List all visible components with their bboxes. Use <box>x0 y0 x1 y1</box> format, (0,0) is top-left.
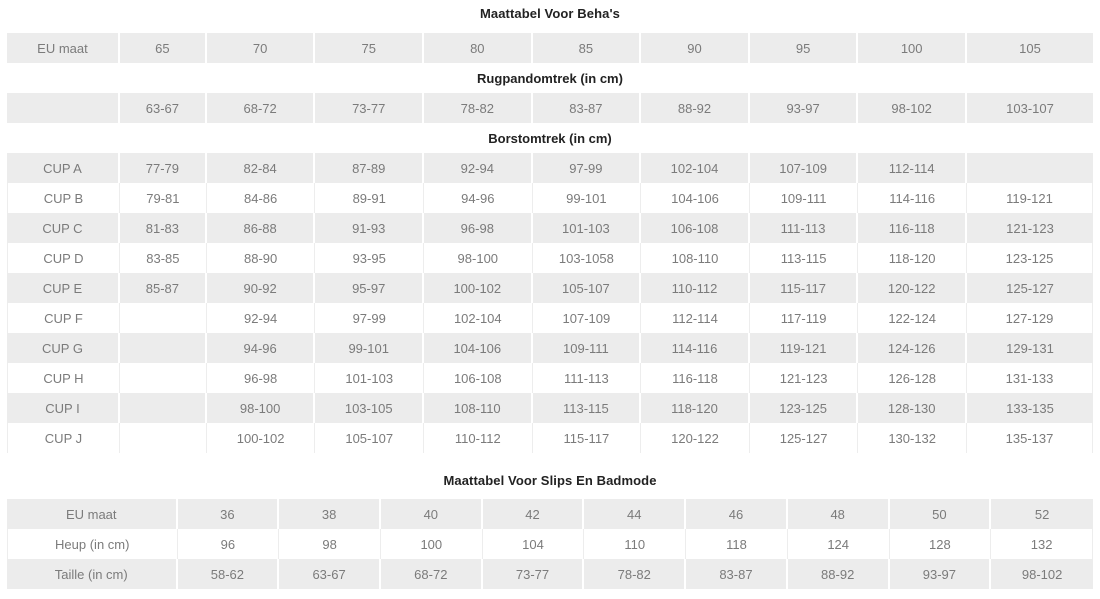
value-cell: 73-77 <box>315 93 424 123</box>
value-cell: 128-130 <box>858 393 967 423</box>
row-label-cell: EU maat <box>7 499 178 529</box>
bra-table-body <box>7 33 1093 453</box>
value-cell: 84-86 <box>207 183 316 213</box>
value-cell: 52 <box>991 499 1093 529</box>
value-cell <box>120 423 207 453</box>
value-cell: 79-81 <box>120 183 207 213</box>
row-label-cell: CUP C <box>7 213 120 243</box>
value-cell: 101-103 <box>315 363 424 393</box>
value-cell: 118-120 <box>641 393 750 423</box>
value-cell: 103-1058 <box>533 243 642 273</box>
value-cell: 94-96 <box>424 183 533 213</box>
section-heading: Borstomtrek (in cm) <box>7 123 1093 153</box>
value-cell: 42 <box>483 499 585 529</box>
value-cell: 114-116 <box>641 333 750 363</box>
value-cell: 97-99 <box>315 303 424 333</box>
value-cell: 109-111 <box>533 333 642 363</box>
size-header-cell: 105 <box>967 33 1093 63</box>
value-cell: 117-119 <box>750 303 859 333</box>
value-cell: 98 <box>279 529 381 559</box>
slip-table-body <box>7 499 1093 589</box>
value-cell: 113-115 <box>533 393 642 423</box>
row-label-cell: CUP I <box>7 393 120 423</box>
value-cell: 102-104 <box>641 153 750 183</box>
value-cell: 115-117 <box>750 273 859 303</box>
value-cell: 124 <box>788 529 890 559</box>
value-cell: 38 <box>279 499 381 529</box>
value-cell: 121-123 <box>967 213 1093 243</box>
value-cell: 119-121 <box>750 333 859 363</box>
value-cell: 93-97 <box>750 93 859 123</box>
value-cell <box>120 333 207 363</box>
value-cell: 46 <box>686 499 788 529</box>
value-cell: 103-107 <box>967 93 1093 123</box>
data-row <box>7 499 1093 529</box>
value-cell: 88-90 <box>207 243 316 273</box>
value-cell: 85-87 <box>120 273 207 303</box>
size-header-cell: 70 <box>207 33 316 63</box>
value-cell: 107-109 <box>533 303 642 333</box>
value-cell: 133-135 <box>967 393 1093 423</box>
data-row <box>7 183 1093 213</box>
value-cell: 87-89 <box>315 153 424 183</box>
value-cell: 106-108 <box>424 363 533 393</box>
value-cell: 108-110 <box>424 393 533 423</box>
value-cell: 96-98 <box>207 363 316 393</box>
row-label-cell: Heup (in cm) <box>7 529 178 559</box>
value-cell <box>967 153 1093 183</box>
value-cell: 124-126 <box>858 333 967 363</box>
value-cell: 129-131 <box>967 333 1093 363</box>
value-cell: 123-125 <box>967 243 1093 273</box>
value-cell: 104-106 <box>641 183 750 213</box>
value-cell: 68-72 <box>207 93 316 123</box>
value-cell: 93-95 <box>315 243 424 273</box>
value-cell: 73-77 <box>483 559 585 589</box>
value-cell: 89-91 <box>315 183 424 213</box>
value-cell: 103-105 <box>315 393 424 423</box>
size-header-cell: 65 <box>120 33 207 63</box>
size-header-cell: 85 <box>533 33 642 63</box>
value-cell: 128 <box>890 529 992 559</box>
value-cell: 98-100 <box>424 243 533 273</box>
value-cell: 82-84 <box>207 153 316 183</box>
row-label-cell: Taille (in cm) <box>7 559 178 589</box>
slip-table-title: Maattabel Voor Slips En Badmode <box>443 473 657 488</box>
row-label-cell: CUP H <box>7 363 120 393</box>
value-cell: 120-122 <box>641 423 750 453</box>
value-cell: 104 <box>483 529 585 559</box>
data-row <box>7 393 1093 423</box>
value-cell <box>120 393 207 423</box>
value-cell: 108-110 <box>641 243 750 273</box>
bra-size-table <box>7 33 1093 453</box>
size-header-cell: 90 <box>641 33 750 63</box>
row-label-cell: EU maat <box>7 33 120 63</box>
value-cell: 96 <box>178 529 280 559</box>
value-cell: 111-113 <box>533 363 642 393</box>
value-cell: 118 <box>686 529 788 559</box>
value-cell: 115-117 <box>533 423 642 453</box>
value-cell: 63-67 <box>279 559 381 589</box>
value-cell: 81-83 <box>120 213 207 243</box>
value-cell: 110-112 <box>424 423 533 453</box>
value-cell: 102-104 <box>424 303 533 333</box>
value-cell: 98-102 <box>858 93 967 123</box>
value-cell: 36 <box>178 499 280 529</box>
data-row <box>7 93 1093 123</box>
data-row <box>7 243 1093 273</box>
value-cell: 126-128 <box>858 363 967 393</box>
value-cell: 40 <box>381 499 483 529</box>
value-cell <box>120 303 207 333</box>
row-label-cell: CUP J <box>7 423 120 453</box>
value-cell: 118-120 <box>858 243 967 273</box>
value-cell: 107-109 <box>750 153 859 183</box>
bra-header-row <box>7 33 1093 63</box>
value-cell: 106-108 <box>641 213 750 243</box>
value-cell: 83-87 <box>686 559 788 589</box>
value-cell: 63-67 <box>120 93 207 123</box>
value-cell: 92-94 <box>424 153 533 183</box>
section-heading-row <box>7 123 1093 153</box>
value-cell: 110 <box>584 529 686 559</box>
value-cell: 68-72 <box>381 559 483 589</box>
row-label-cell <box>7 93 120 123</box>
value-cell: 121-123 <box>750 363 859 393</box>
value-cell: 93-97 <box>890 559 992 589</box>
value-cell: 101-103 <box>533 213 642 243</box>
value-cell: 120-122 <box>858 273 967 303</box>
value-cell: 116-118 <box>641 363 750 393</box>
value-cell: 132 <box>991 529 1093 559</box>
value-cell: 83-87 <box>533 93 642 123</box>
value-cell: 97-99 <box>533 153 642 183</box>
data-row <box>7 423 1093 453</box>
row-label-cell: CUP E <box>7 273 120 303</box>
value-cell: 114-116 <box>858 183 967 213</box>
size-header-cell: 75 <box>315 33 424 63</box>
value-cell: 98-102 <box>991 559 1093 589</box>
value-cell: 130-132 <box>858 423 967 453</box>
size-header-cell: 100 <box>858 33 967 63</box>
value-cell: 50 <box>890 499 992 529</box>
value-cell: 105-107 <box>315 423 424 453</box>
value-cell: 98-100 <box>207 393 316 423</box>
value-cell: 104-106 <box>424 333 533 363</box>
value-cell: 58-62 <box>178 559 280 589</box>
slip-size-table <box>7 499 1093 589</box>
value-cell: 113-115 <box>750 243 859 273</box>
value-cell: 112-114 <box>641 303 750 333</box>
value-cell: 95-97 <box>315 273 424 303</box>
value-cell: 135-137 <box>967 423 1093 453</box>
value-cell: 44 <box>584 499 686 529</box>
value-cell: 99-101 <box>315 333 424 363</box>
value-cell: 91-93 <box>315 213 424 243</box>
value-cell: 90-92 <box>207 273 316 303</box>
value-cell: 100-102 <box>207 423 316 453</box>
value-cell: 111-113 <box>750 213 859 243</box>
section-heading-row <box>7 63 1093 93</box>
value-cell: 100 <box>381 529 483 559</box>
value-cell: 92-94 <box>207 303 316 333</box>
value-cell: 78-82 <box>584 559 686 589</box>
value-cell <box>120 363 207 393</box>
row-label-cell: CUP D <box>7 243 120 273</box>
value-cell: 48 <box>788 499 890 529</box>
value-cell: 109-111 <box>750 183 859 213</box>
value-cell: 112-114 <box>858 153 967 183</box>
data-row <box>7 363 1093 393</box>
size-header-cell: 95 <box>750 33 859 63</box>
data-row <box>7 153 1093 183</box>
bra-table-title: Maattabel Voor Beha's <box>479 6 621 21</box>
value-cell: 105-107 <box>533 273 642 303</box>
value-cell: 94-96 <box>207 333 316 363</box>
row-label-cell: CUP B <box>7 183 120 213</box>
row-label-cell: CUP G <box>7 333 120 363</box>
value-cell: 122-124 <box>858 303 967 333</box>
row-label-cell: CUP A <box>7 153 120 183</box>
value-cell: 96-98 <box>424 213 533 243</box>
value-cell: 125-127 <box>750 423 859 453</box>
value-cell: 83-85 <box>120 243 207 273</box>
value-cell: 77-79 <box>120 153 207 183</box>
size-header-cell: 80 <box>424 33 533 63</box>
value-cell: 125-127 <box>967 273 1093 303</box>
data-row <box>7 303 1093 333</box>
value-cell: 88-92 <box>788 559 890 589</box>
value-cell: 110-112 <box>641 273 750 303</box>
value-cell: 78-82 <box>424 93 533 123</box>
value-cell: 131-133 <box>967 363 1093 393</box>
data-row <box>7 529 1093 559</box>
row-label-cell: CUP F <box>7 303 120 333</box>
value-cell: 123-125 <box>750 393 859 423</box>
value-cell: 119-121 <box>967 183 1093 213</box>
value-cell: 99-101 <box>533 183 642 213</box>
value-cell: 127-129 <box>967 303 1093 333</box>
value-cell: 88-92 <box>641 93 750 123</box>
value-cell: 86-88 <box>207 213 316 243</box>
data-row <box>7 213 1093 243</box>
value-cell: 100-102 <box>424 273 533 303</box>
data-row <box>7 333 1093 363</box>
data-row <box>7 559 1093 589</box>
value-cell: 116-118 <box>858 213 967 243</box>
data-row <box>7 273 1093 303</box>
section-heading: Rugpandomtrek (in cm) <box>7 63 1093 93</box>
